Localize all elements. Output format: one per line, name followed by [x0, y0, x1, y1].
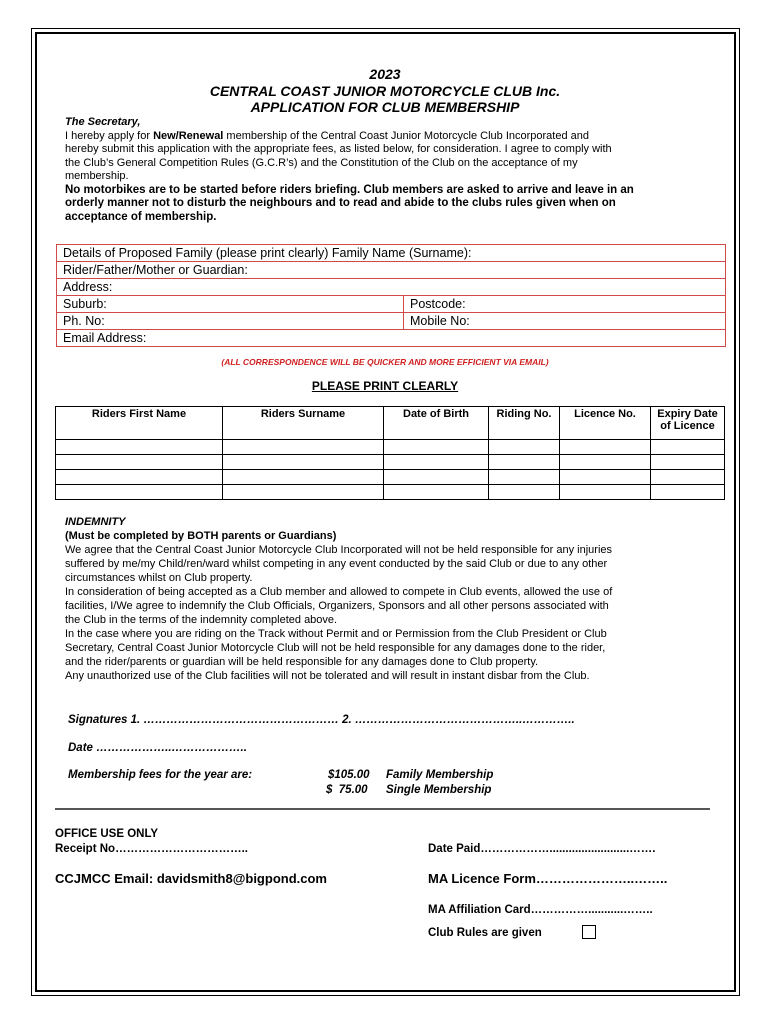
table-cell[interactable]	[56, 470, 223, 485]
family-fee-amount: $105.00	[328, 769, 370, 781]
indemnity-line: facilities, I/We agree to indemnify the Club Officials, Organizers, Sponsors and all other persons associated with	[65, 600, 609, 612]
table-cell[interactable]	[489, 470, 560, 485]
col-surname: Riders Surname	[223, 407, 384, 440]
table-cell[interactable]	[384, 440, 489, 455]
mobile-field[interactable]: Mobile No:	[403, 313, 470, 329]
correspondence-note: (ALL CORRESPONDENCE WILL BE QUICKER AND MORE EFFICIENT VIA EMAIL)	[221, 357, 549, 367]
table-cell[interactable]	[651, 485, 725, 500]
club-rules-checkbox[interactable]	[582, 925, 596, 939]
ma-licence-form-field[interactable]: MA Licence Form…………………..……..	[428, 871, 668, 886]
indemnity-line: suffered by me/my Child/ren/ward whilst competing in any event conducted by the said Club or due to any other	[65, 558, 608, 570]
indemnity-line: circumstances whilst on Club property.	[65, 572, 253, 584]
divider	[55, 808, 710, 810]
table-cell[interactable]	[560, 485, 651, 500]
table-cell[interactable]	[489, 440, 560, 455]
table-cell[interactable]	[384, 455, 489, 470]
table-cell[interactable]	[560, 440, 651, 455]
family-fee-type: Family Membership	[386, 769, 494, 781]
table-cell[interactable]	[489, 485, 560, 500]
table-cell[interactable]	[651, 470, 725, 485]
indemnity-heading: INDEMNITY	[65, 516, 126, 528]
indemnity-subheading: (Must be completed by BOTH parents or Guardians)	[65, 530, 337, 542]
table-cell[interactable]	[223, 485, 384, 500]
guardian-field[interactable]: Rider/Father/Mother or Guardian:	[57, 261, 725, 278]
email-field[interactable]: Email Address:	[57, 329, 725, 346]
indemnity-line: Secretary, Central Coast Junior Motorcycle Club will not be held responsible for any damages done to the rider,	[65, 642, 606, 654]
intro-line-2: hereby submit this application with the appropriate fees, as listed below, for consideration. I agree to comply with	[65, 143, 612, 155]
postcode-field[interactable]: Postcode:	[403, 296, 466, 312]
table-cell[interactable]	[560, 455, 651, 470]
date-paid-field[interactable]: Date Paid……………….........................…….	[428, 843, 656, 855]
rules-line-2: orderly manner not to disturb the neighbours and to read and abide to the clubs rules given when on	[65, 197, 616, 209]
office-use-heading: OFFICE USE ONLY	[55, 828, 159, 840]
family-details-box	[56, 244, 726, 347]
club-rules-label: Club Rules are given	[428, 927, 542, 939]
table-cell[interactable]	[651, 455, 725, 470]
print-clearly: PLEASE PRINT CLEARLY	[311, 379, 459, 393]
intro-line-3: the Club’s General Competition Rules (G.C.R’s) and the Constitution of the Club on the acceptance of my	[65, 156, 578, 169]
signatures-line[interactable]: Signatures 1. …………………………………………… 2. ……………………………………..…………..	[68, 714, 575, 726]
intro-line-1: I hereby apply for New/Renewal membership of the Central Coast Junior Motorcycle Club Incorporated and	[65, 129, 589, 142]
year: 2023	[369, 66, 401, 82]
table-cell[interactable]	[560, 470, 651, 485]
table-row	[56, 440, 725, 455]
table-cell[interactable]	[223, 470, 384, 485]
address-field[interactable]: Address:	[57, 278, 725, 295]
indemnity-line: In the case where you are riding on the Track without Permit and or Permission from the Club President or Club	[65, 628, 607, 640]
salutation: The Secretary,	[65, 116, 141, 128]
club-email: CCJMCC Email: davidsmith8@bigpond.com	[55, 871, 327, 886]
indemnity-line: Any unauthorized use of the Club facilities will not be tolerated and will result in instant disbar from the Club.	[65, 670, 590, 682]
col-expiry: Expiry Date of Licence	[651, 407, 725, 440]
table-cell[interactable]	[56, 455, 223, 470]
col-dob: Date of Birth	[384, 407, 489, 440]
suburb-field[interactable]: Suburb: Postcode:	[57, 295, 725, 312]
family-name-field[interactable]: Details of Proposed Family (please print clearly) Family Name (Surname):	[63, 246, 472, 260]
table-cell[interactable]	[384, 485, 489, 500]
indemnity-line: and the rider/parents or guardian will be held responsible for any damages done to Club property.	[65, 656, 539, 668]
fees-label: Membership fees for the year are:	[68, 769, 253, 781]
indemnity-line: the Club in the terms of the indemnity completed above.	[65, 614, 338, 626]
single-fee-type: Single Membership	[386, 784, 492, 796]
indemnity-line: We agree that the Central Coast Junior Motorcycle Club Incorporated will not be held responsible for any injuries	[65, 544, 613, 556]
rules-line-1: No motorbikes are to be started before riders briefing. Club members are asked to arrive and leave in an	[65, 183, 634, 196]
table-row	[56, 470, 725, 485]
table-row	[56, 455, 725, 470]
intro-line-4: membership.	[65, 170, 129, 182]
phone-field[interactable]: Ph. No: Mobile No:	[57, 312, 725, 329]
col-riding-no: Riding No.	[489, 407, 560, 440]
single-fee-amount: $ 75.00	[326, 784, 368, 796]
table-cell[interactable]	[489, 455, 560, 470]
table-cell[interactable]	[223, 440, 384, 455]
table-cell[interactable]	[223, 455, 384, 470]
club-name: CENTRAL COAST JUNIOR MOTORCYCLE CLUB Inc.	[209, 83, 561, 99]
col-first-name: Riders First Name	[56, 407, 223, 440]
table-cell[interactable]	[651, 440, 725, 455]
form-title: APPLICATION FOR CLUB MEMBERSHIP	[250, 99, 520, 115]
indemnity-line: In consideration of being accepted as a Club member and allowed to compete in Club events, allowed the use of	[65, 586, 613, 598]
table-cell[interactable]	[56, 440, 223, 455]
intro	[65, 116, 713, 224]
table-cell[interactable]	[56, 485, 223, 500]
riders-table	[55, 406, 725, 500]
indemnity-section	[65, 515, 713, 683]
ma-affiliation-card-field[interactable]: MA Affiliation Card……………...........……..	[428, 904, 653, 916]
receipt-no-field[interactable]: Receipt No……………………………..	[55, 843, 248, 855]
table-cell[interactable]	[384, 470, 489, 485]
col-licence-no: Licence No.	[560, 407, 651, 440]
date-line[interactable]: Date ………………..………………..	[68, 742, 247, 754]
rules-line-3: acceptance of membership.	[65, 210, 217, 223]
table-row	[56, 485, 725, 500]
